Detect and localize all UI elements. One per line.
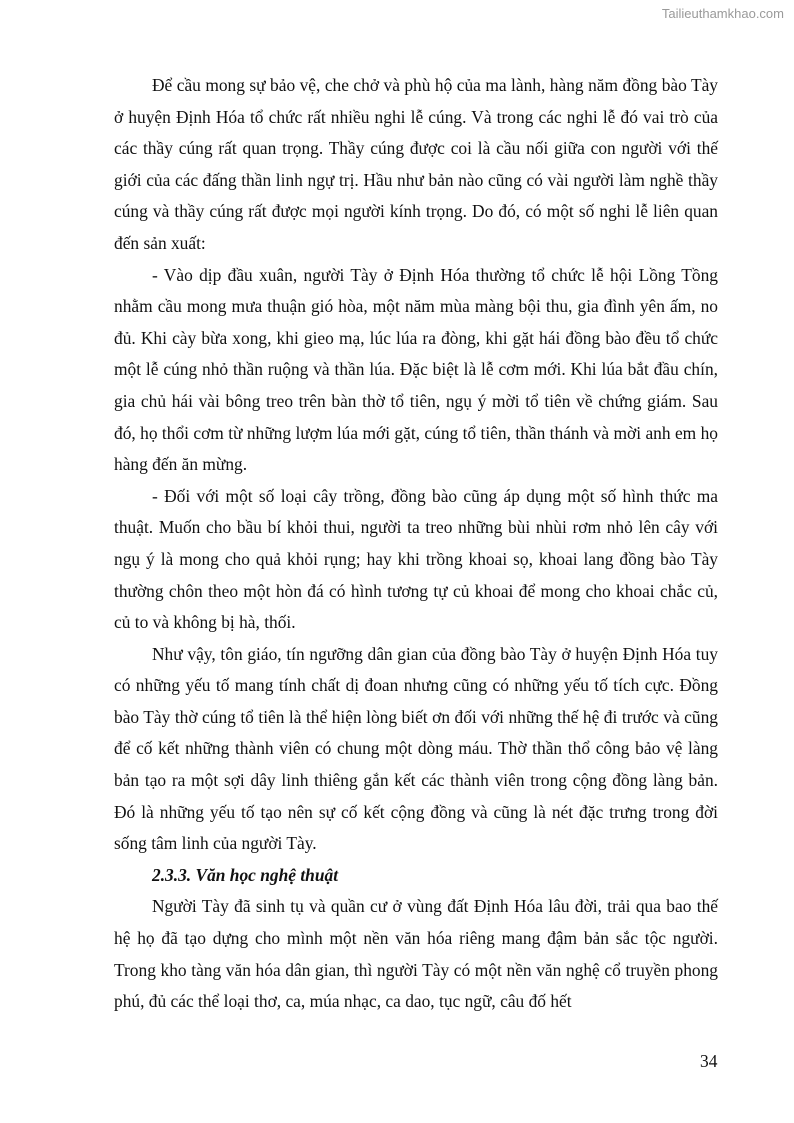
document-body: [114, 70, 718, 1018]
paragraph-literature: Người Tày đã sinh tụ và quần cư ở vùng đất Định Hóa lâu đời, trải qua bao thế hệ họ đã tạo dựng cho mình một nền văn hóa riêng mang đậm bản sắc tộc người. Trong kho tàng văn hóa dân gian, thì người Tày có một nền văn nghệ cổ truyền phong phú, đủ các thể loại thơ, ca, múa nhạc, ca dao, tục ngữ, câu đố hết: [114, 896, 718, 1012]
paragraph-bullet-magic: - Đối với một số loại cây trồng, đồng bào cũng áp dụng một số hình thức ma thuật. Muốn cho bầu bí khỏi thui, người ta treo những bùi nhùi rơm nhỏ lên cây với ngụ ý là mong cho quả khỏi rụng; hay khi trồng khoai sọ, khoai lang đồng bào Tày thường chôn theo một hòn đá có hình tương tự củ khoai để mong cho khoai chắc củ, củ to và không bị hà, thối.: [114, 485, 718, 633]
watermark-text: Tailieuthamkhao.com: [661, 6, 784, 21]
paragraph-bullet-festival: - Vào dịp đầu xuân, người Tày ở Định Hóa thường tổ chức lễ hội Lồng Tồng nhằm cầu mong mưa thuận gió hòa, một năm mùa màng bội thu, gia đình yên ấm, no đủ. Khi cày bừa xong, khi gieo mạ, lúc lúa ra đòng, khi gặt hái đồng bào đều tổ chức một lễ cúng nhỏ thần ruộng và thần lúa. Đặc biệt là lễ cơm mới. Khi lúa bắt đầu chín, gia chủ hái vài bông treo trên bàn thờ tổ tiên, ngụ ý mời tổ tiên về chứng giám. Sau đó, họ thổi cơm từ những lượm lúa mới gặt, cúng tổ tiên, thần thánh và mời anh em họ hàng đến ăn mừng.: [114, 264, 718, 475]
paragraph-conclusion: Như vậy, tôn giáo, tín ngưỡng dân gian của đồng bào Tày ở huyện Định Hóa tuy có những yếu tố mang tính chất dị đoan nhưng cũng có những yếu tố tích cực. Đồng bào Tày thờ cúng tổ tiên là thể hiện lòng biết ơn đối với những thế hệ đi trước và cũng để cố kết những thành viên có chung một dòng máu. Thờ thần thổ công bảo vệ làng bản tạo ra một sợi dây linh thiêng gắn kết các thành viên trong cộng đồng làng bản. Đó là những yếu tố tạo nên sự cố kết cộng đồng và cũng là nét đặc trưng trong đời sống tâm linh của người Tày.: [114, 643, 718, 854]
section-heading: 2.3.3. Văn học nghệ thuật: [152, 864, 339, 885]
page-number: 34: [700, 1051, 718, 1071]
paragraph-intro: Để cầu mong sự bảo vệ, che chở và phù hộ của ma lành, hàng năm đồng bào Tày ở huyện Định Hóa tổ chức rất nhiều nghi lễ cúng. Và trong các nghi lễ đó vai trò của các thầy cúng rất quan trọng. Thầy cúng được coi là cầu nối giữa con người với thế giới của các đấng thần linh ngự trị. Hầu như bản nào cũng có vài người làm nghề thầy cúng và thầy cúng rất được mọi người kính trọng. Do đó, có một số nghi lễ liên quan đến sản xuất:: [114, 75, 718, 253]
